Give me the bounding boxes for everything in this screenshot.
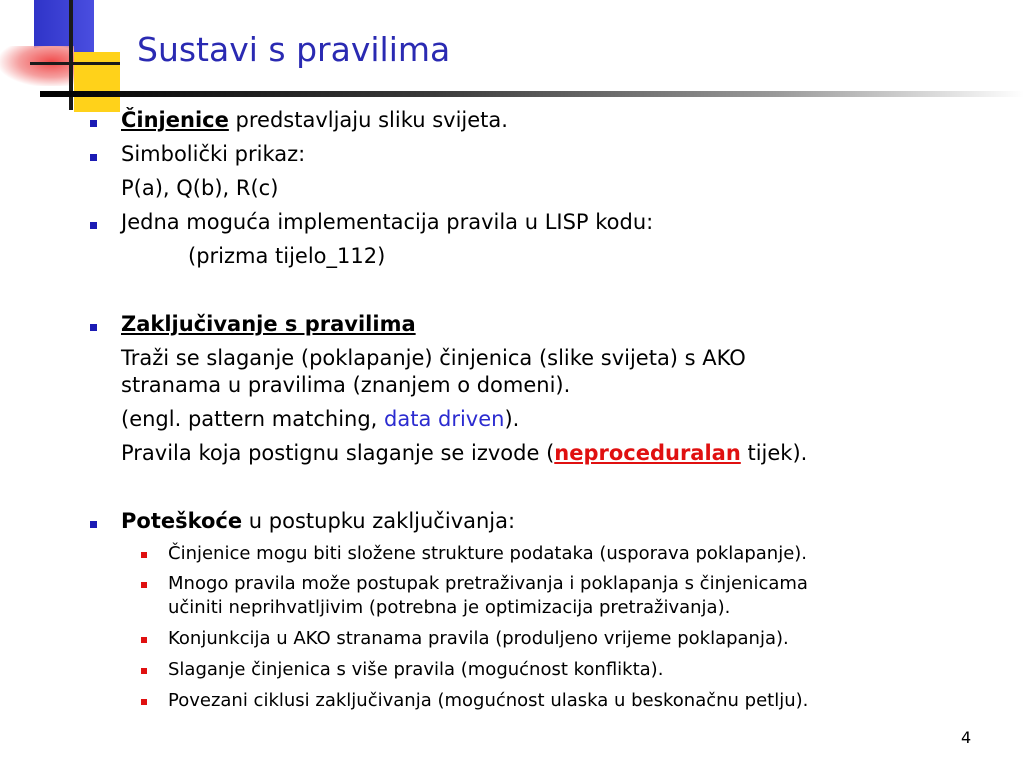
text-pattern-matching [121,406,519,432]
bullet-poteskoce [121,508,515,534]
decor-red-glow [0,46,74,86]
decor-yellow-square [74,52,120,112]
title-underline-rule [40,91,1024,97]
term-poteskoce: Poteškoće [121,509,243,533]
bullet-simbolicki-prikaz: Simbolički prikaz: [121,142,306,166]
text-pravila-izvode-b: tijek). [740,441,808,465]
bullet-lisp-implementacija: Jedna moguća implementacija pravila u LISP kodu: [121,210,654,234]
bullet-marker [90,154,97,161]
sub-bullet-slaganje-konflikt: Slaganje činjenica s više pravila (mogućnost konflikta). [168,659,664,680]
sub-bullet-slozene-strukture: Činjenice mogu biti složene strukture podataka (usporava poklapanje). [168,543,808,564]
text-neproceduralan: neproceduralan [554,441,741,465]
text-cinjenice-desc: predstavljaju sliku svijeta. [228,108,508,132]
sub-bullet-marker [141,582,147,588]
text-predicates: P(a), Q(b), R(c) [121,176,279,200]
sub-bullet-povezani-ciklusi: Povezani ciklusi zaključivanja (mogućnost ulaska u beskonačnu petlju). [168,690,809,711]
sub-bullet-mnogo-pravila-line1: Mnogo pravila može postupak pretraživanja i poklapanja s činjenicama [168,573,808,594]
decor-horizontal-line [30,62,120,65]
sub-bullet-marker [141,552,147,558]
text-pattern-matching-b: ). [504,407,520,431]
text-slaganje-line2: stranama u pravilima (znanjem o domeni). [121,373,571,397]
slide-title: Sustavi s pravilima [137,30,451,69]
text-poteskoce-rest: u postupku zaključivanja: [242,509,516,533]
sub-bullet-marker [141,668,147,674]
text-lisp-code: (prizma tijelo_112) [188,244,386,268]
decor-blue-square [34,0,94,52]
sub-bullet-marker [141,699,147,705]
sub-bullet-konjunkcija: Konjunkcija u AKO stranama pravila (produljeno vrijeme poklapanja). [168,628,789,649]
bullet-marker [90,120,97,127]
bullet-zakljucivanje-heading: Zaključivanje s pravilima [121,312,416,336]
term-cinjenice: Činjenice [121,108,229,132]
bullet-marker [90,521,97,528]
bullet-marker [90,324,97,331]
bullet-cinjenice [121,107,508,133]
sub-bullet-marker [141,637,147,643]
text-pattern-matching-a: (engl. pattern matching, [121,407,385,431]
bullet-marker [90,222,97,229]
text-pravila-izvode-a: Pravila koja postignu slaganje se izvode ( [121,441,555,465]
text-slaganje-line1: Traži se slaganje (poklapanje) činjenica (slike svijeta) s AKO [121,346,746,370]
sub-bullet-mnogo-pravila-line2: učiniti neprihvatljivim (potrebna je optimizacija pretraživanja). [168,597,731,618]
text-data-driven: data driven [384,407,505,431]
page-number: 4 [961,728,972,747]
text-pravila-izvode [121,440,807,466]
